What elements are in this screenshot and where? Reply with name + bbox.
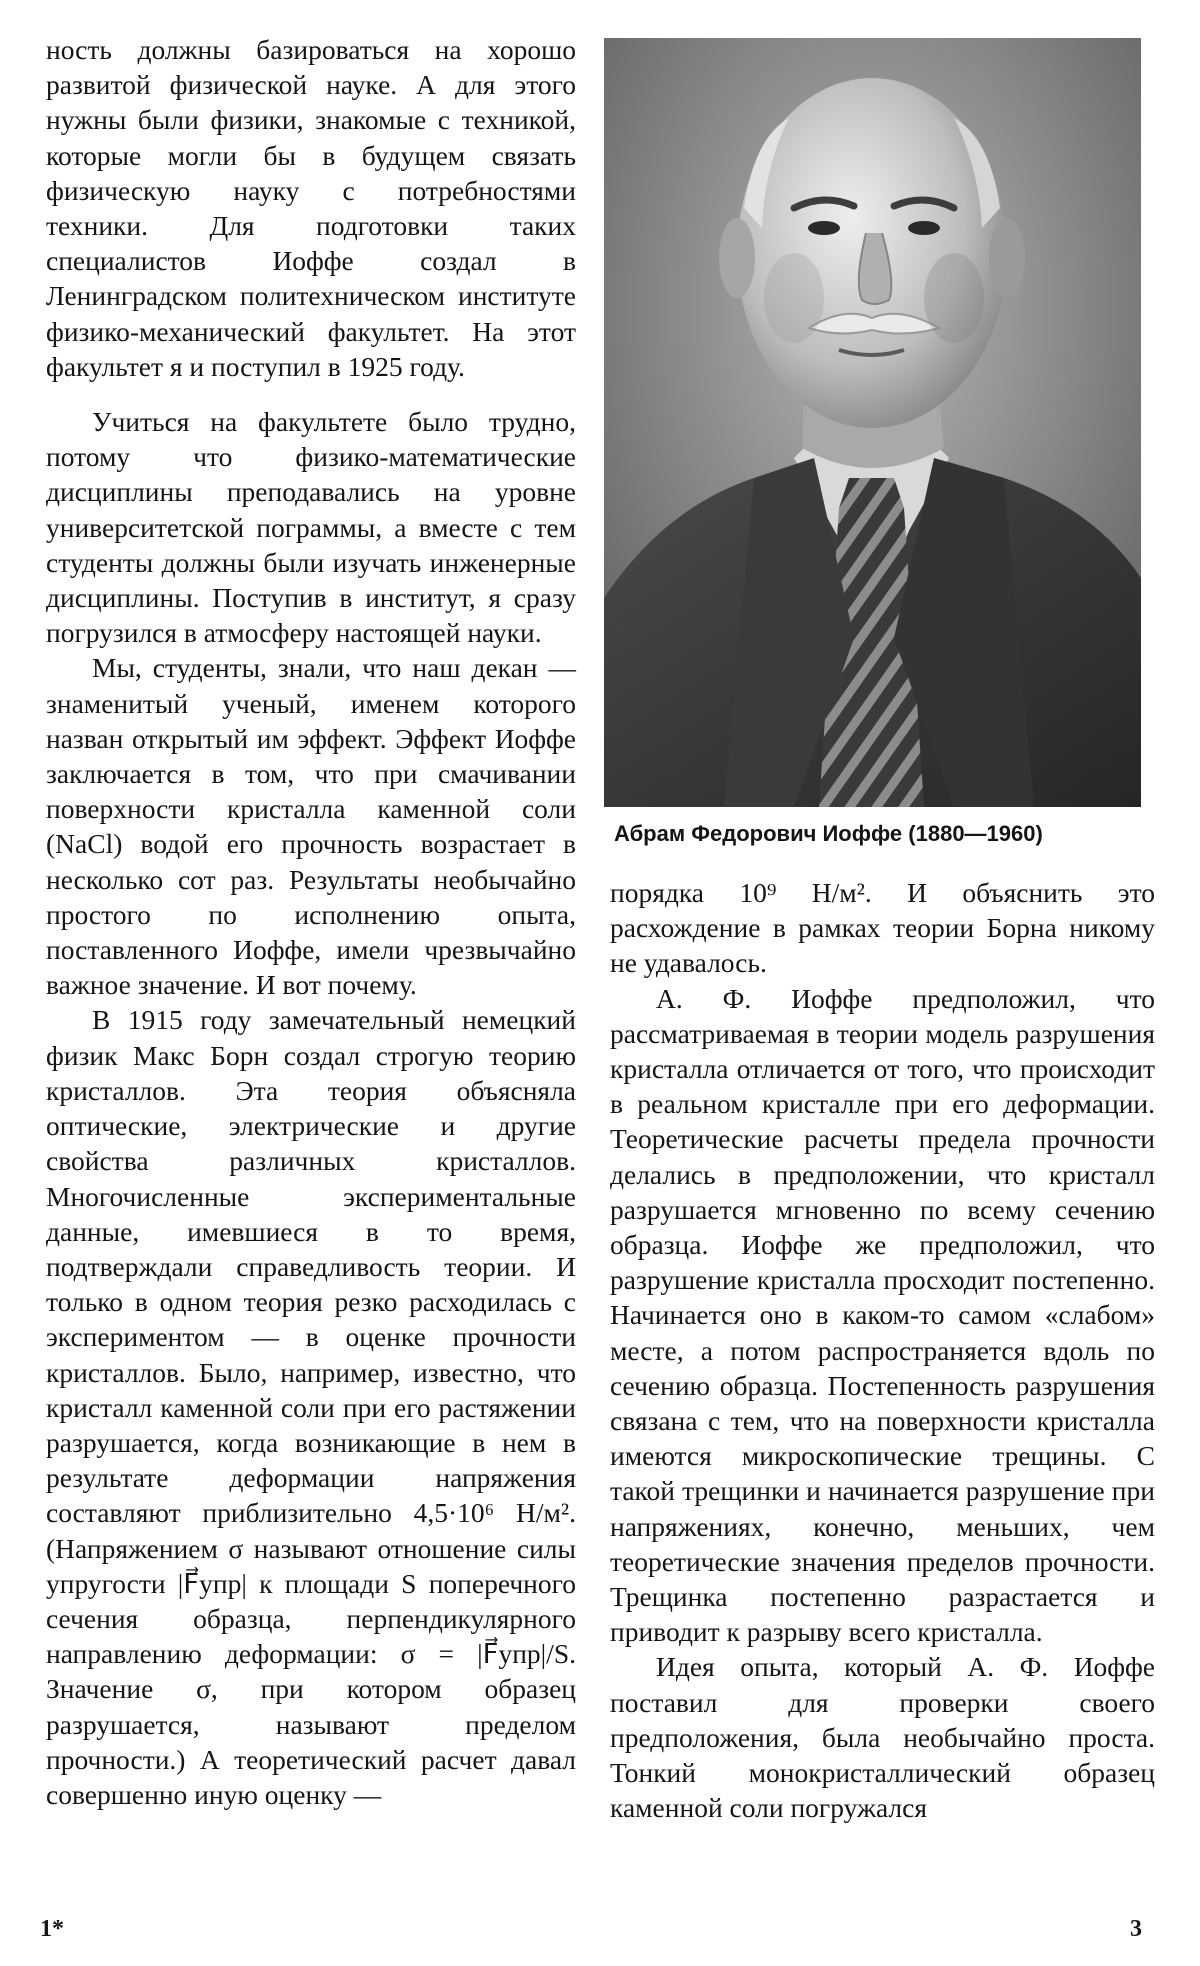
signature-mark: 1* [40,1916,64,1942]
paragraph: Мы, студенты, знали, что наш декан — знаменитый ученый, именем которого назван открытый им эффект. Эффект Иоффе заключается в том, что при смачивании поверхности кристалла каменной соли (NaCl) водой его прочность возрастает в несколько сот раз. Результаты необычайно простого по исполнению опыта, поставленного Иоффе, имели чрезвычайно важное значение. И вот почему. [46,652,576,1001]
paragraph: А. Ф. Иоффе предположил, что рассматриваемая в теории модель разрушения кристалла отличается от того, что происходит в реальном кристалле при его деформации. Теоретические расчеты предела прочности делались в предположении, что кристалл разрушается мгновенно по всему сечению образца. Иоффе же предположил, что разрушение кристалла просходит постепенно. Начинается оно в каком-то самом «слабом» месте, а потом распространяется вдоль по сечению образца. Постепенность разрушения связана с тем, что на поверхности кристалла имеются микроскопические трещины. С такой трещинки и начинается разрушение при напряжениях, конечно, меньших, чем теоретические значения пределов прочности. Трещинка постепенно разрастается и приводит к разрыву всего кристалла. [610,982,1155,1648]
paragraph: В 1915 году замечательный немецкий физик Макс Борн создал строгую теорию кристаллов. Эта теория объясняла оптические, электрические и другие свойства различных кристаллов. Многочисленные экспериментальные данные, имевшиеся в то время, подтверждали справедливость теории. И только в одном теория резко расходилась с экспериментом — в оценке прочности кристаллов. Было, например, известно, что кристалл каменной соли при его растяжении разрушается, когда возникающие в нем в результате деформации напряжения составляют приблизительно 4,5·10⁶ Н/м². (Напряжением σ называют отношение силы упругости |F⃗упр| к площади S поперечного сечения образца, перпендикулярного направлению деформации: σ = |F⃗упр|/S. Значение σ, при котором образец разрушается, называют пределом прочности.) А теоретический расчет давал совершенно иную оценку — [46,1004,576,1810]
photo-caption: Абрам Федорович Иоффе (1880—1960) [614,821,1043,846]
text-column-right [610,875,1155,1825]
paragraph: Идея опыта, который А. Ф. Иоффе поставил для проверки своего предположения, была необычайно проста. Тонкий монокристаллический образец каменной соли погружался [610,1651,1155,1824]
paragraph: ность должны базироваться на хорошо развитой физической науке. А для этого нужны были физики, знакомые с техникой, которые могли бы в будущем связать физическую науку с потребностями техники. Для подготовки таких специалистов Иоффе создал в Ленинградском политехническом институте физико-механический факультет. На этот факультет я и поступил в 1925 году. [46,34,576,382]
portrait-photo [604,38,1141,807]
paragraph: порядка 10⁹ Н/м². И объяснить это расхождение в рамках теории Борна никому не удавалось. [610,877,1155,979]
paragraph: Учиться на факультете было трудно, потому что физико-математические дисциплины преподавались на уровне университетской пограммы, а вместе с тем студенты должны были изучать инженерные дисциплины. Поступив в институт, я сразу погрузился в атмосферу настоящей науки. [46,406,576,649]
text-column-left [46,32,576,1812]
page-number: 3 [1130,1916,1142,1942]
